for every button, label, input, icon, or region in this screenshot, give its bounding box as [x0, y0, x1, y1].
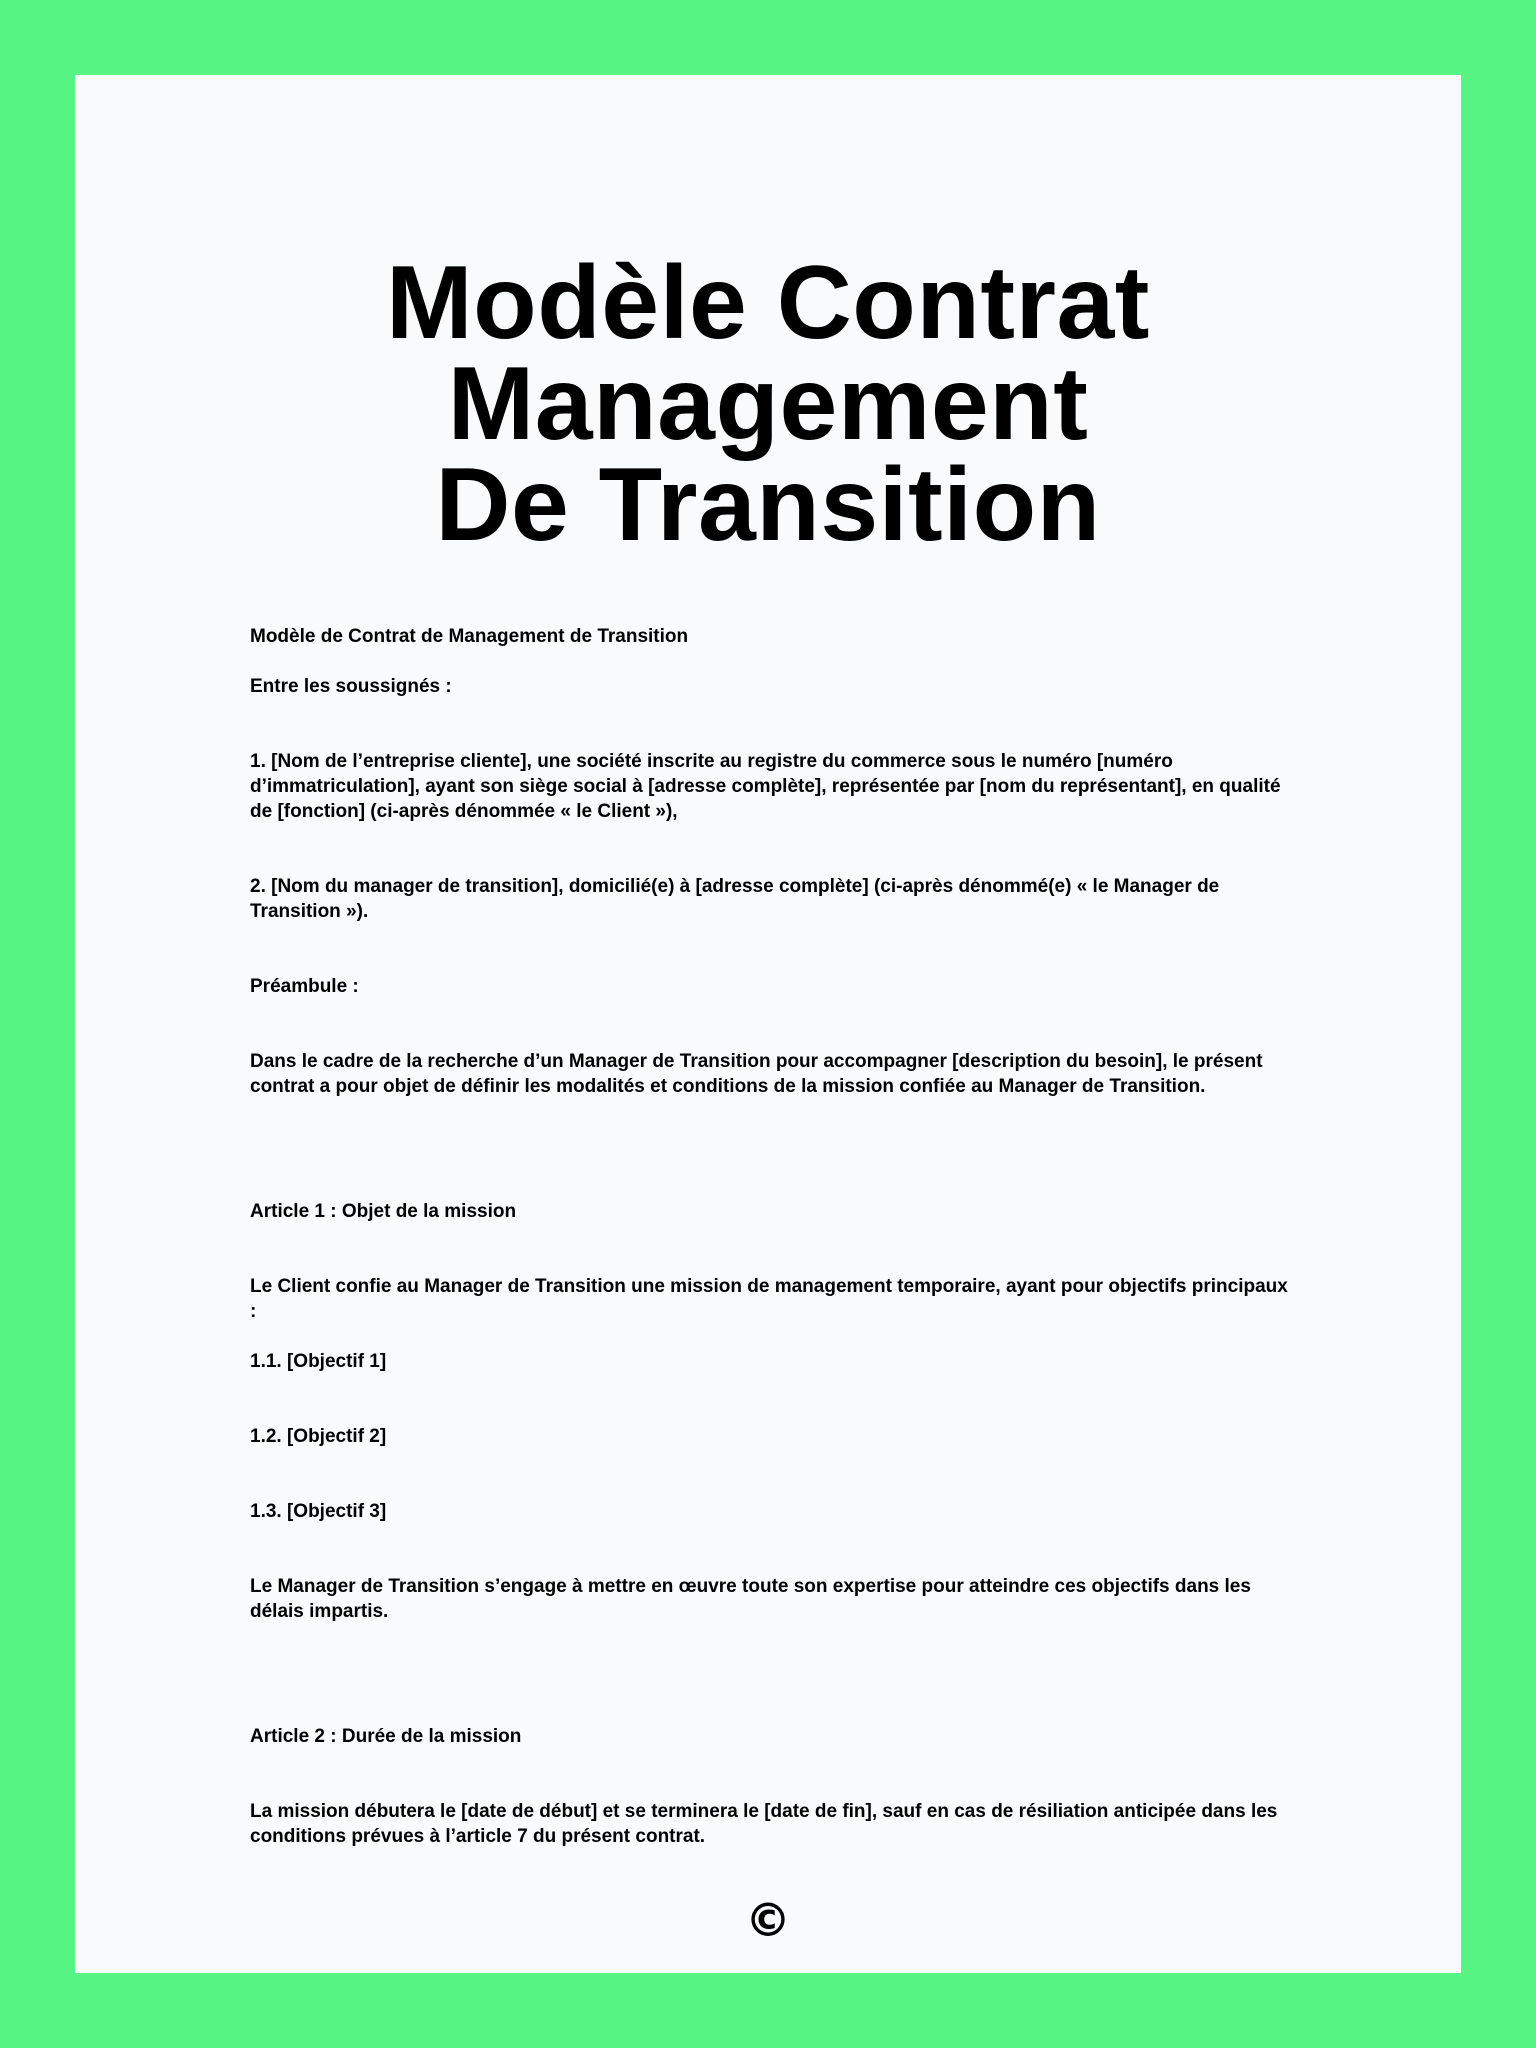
article-2-heading: Article 2 : Durée de la mission: [250, 1726, 522, 1747]
preamble-heading: Préambule :: [250, 976, 359, 997]
parties-intro: Entre les soussignés :: [250, 676, 452, 697]
preamble-text: Dans le cadre de la recherche d’un Manager de Transition pour accompagner [description du besoin], le présent contrat a pour objet de définir les modalités et conditions de la mission confiée au Manager de Transition.: [250, 1051, 1263, 1097]
party-manager: 2. [Nom du manager de transition], domicilié(e) à [adresse complète] (ci-après dénommé(e) « le Manager de Transition »).: [250, 876, 1220, 922]
article-1-text: Le Client confie au Manager de Transition une mission de management temporaire, ayant pour objectifs principaux :: [250, 1276, 1288, 1322]
copyright-icon: ©: [745, 1893, 791, 1947]
objective-3: 1.3. [Objectif 3]: [250, 1501, 387, 1522]
party-client: 1. [Nom de l’entreprise cliente], une société inscrite au registre du commerce sous le numéro [numéro d’immatriculation], ayant son siège social à [adresse complète], représentée par [nom du représentant], en qualité de [fonction] (ci-après dénommée « le Client »),: [250, 751, 1281, 822]
objective-1: 1.1. [Objectif 1]: [250, 1351, 387, 1372]
article-1-heading: Article 1 : Objet de la mission: [250, 1201, 517, 1222]
title-line-1: Modèle Contrat Management: [386, 245, 1150, 462]
document-page: [75, 75, 1461, 1973]
heading-contract: Modèle de Contrat de Management de Transition: [250, 626, 689, 647]
title-line-2: De Transition: [435, 447, 1101, 563]
document-title: [75, 245, 1461, 563]
article-1-commitment: Le Manager de Transition s’engage à mettre en œuvre toute son expertise pour atteindre ces objectifs dans les délais impartis.: [250, 1576, 1251, 1622]
objective-2: 1.2. [Objectif 2]: [250, 1426, 387, 1447]
article-2-text: La mission débutera le [date de début] et se terminera le [date de fin], sauf en cas de résiliation anticipée dans les conditions prévues à l’article 7 du présent contrat.: [250, 1801, 1278, 1847]
